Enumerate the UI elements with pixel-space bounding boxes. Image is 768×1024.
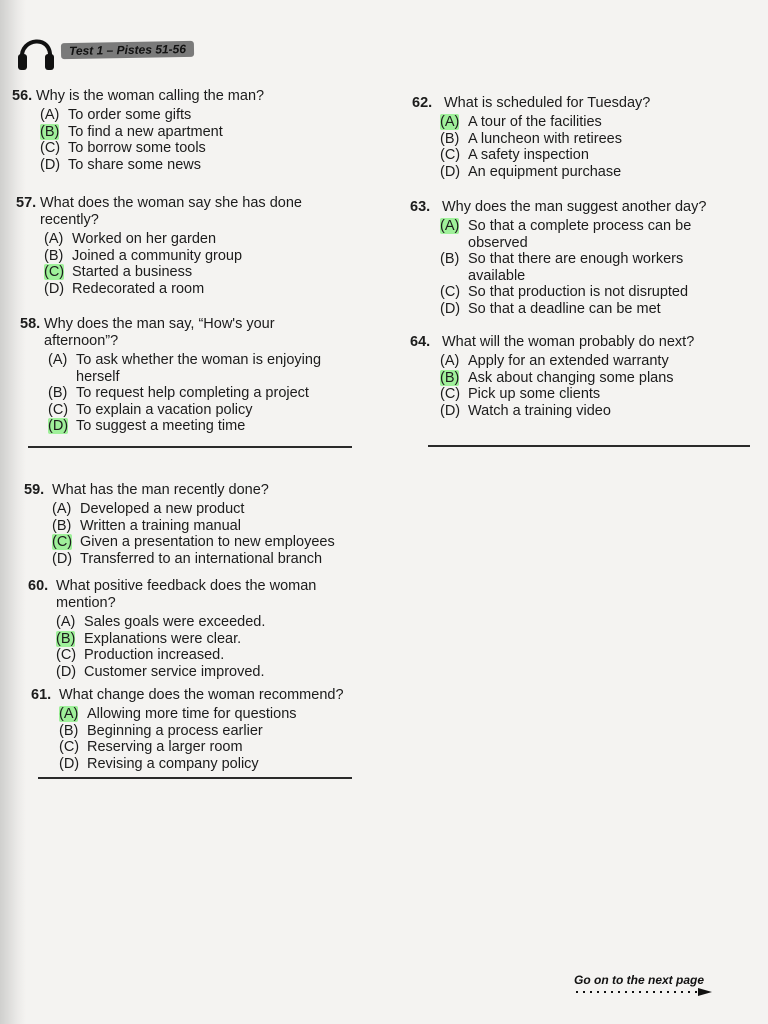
option-c: (C) A safety inspection <box>440 147 589 163</box>
option-d: (D) Transferred to an international branch <box>52 550 323 567</box>
question-text: What will the woman probably do next? <box>442 334 695 350</box>
option-b: (B) Beginning a process earlier <box>59 722 263 739</box>
question-58 <box>20 316 360 435</box>
question-56 <box>12 88 372 173</box>
next-page-label: Go on to the next page <box>574 973 705 987</box>
question-number: 64. <box>410 334 431 350</box>
question-text: What has the man recently done? <box>52 482 269 498</box>
option-d: (D) To share some news <box>40 156 201 173</box>
question-number: 61. <box>31 687 52 703</box>
question-62 <box>412 95 742 180</box>
option-d: (D) Redecorated a room <box>44 280 205 297</box>
option-c: (C) Production increased. <box>56 647 225 663</box>
option-b: (B) Joined a community group <box>44 247 243 264</box>
question-text: What positive feedback does the woman mention? <box>56 578 317 611</box>
option-c: (C) To explain a vacation policy <box>48 401 253 418</box>
answer-highlight: (C) <box>44 264 65 280</box>
question-number: 57. <box>16 195 37 211</box>
answer-highlight: (A) <box>440 218 460 234</box>
question-number: 56. <box>12 88 33 104</box>
option-a: (A) To order some gifts <box>40 107 192 123</box>
question-61 <box>31 687 371 772</box>
question-text: Why does the man suggest another day? <box>442 199 707 215</box>
option-c: (C) So that production is not disrupted <box>440 284 689 300</box>
option-d: (D) Watch a training video <box>440 402 611 419</box>
option-b: (B) A luncheon with retirees <box>440 130 622 147</box>
option-b: (B) Written a training manual <box>52 517 241 534</box>
option-b: (B) To request help completing a project <box>48 385 309 401</box>
question-text: What is scheduled for Tuesday? <box>444 95 651 111</box>
question-number: 60. <box>28 578 49 594</box>
option-a: (A) A tour of the facilities <box>440 114 602 130</box>
test-title: Test 1 – Pistes 51-56 <box>61 41 194 59</box>
answer-highlight: (C) <box>52 534 73 550</box>
option-a: (A) Apply for an extended warranty <box>440 353 669 369</box>
answer-highlight: (B) <box>440 369 460 386</box>
question-number: 59. <box>24 482 45 498</box>
option-a: (A) Developed a new product <box>52 501 245 517</box>
question-text: What change does the woman recommend? <box>59 687 344 703</box>
option-d: (D) Customer service improved. <box>56 663 265 680</box>
question-63 <box>410 199 740 317</box>
divider-line <box>38 777 352 779</box>
answer-highlight: (A) <box>440 114 460 130</box>
option-d: (D) So that a deadline can be met <box>440 300 661 317</box>
option-b: (B) To find a new apartment <box>40 123 223 140</box>
question-59 <box>24 482 364 567</box>
option-c: (C) Pick up some clients <box>440 386 601 402</box>
answer-highlight: (B) <box>40 123 60 140</box>
option-b: (B) Ask about changing some plans <box>440 369 674 386</box>
question-60 <box>28 578 348 680</box>
divider-line <box>28 446 352 448</box>
question-57 <box>16 195 346 297</box>
option-a: (A) So that a complete process can be observed <box>440 218 692 251</box>
question-64 <box>410 334 740 419</box>
question-number: 62. <box>412 95 433 111</box>
test-header <box>16 28 216 74</box>
option-a: (A) To ask whether the woman is enjoying herself <box>48 352 322 385</box>
option-a: (A) Worked on her garden <box>44 231 217 247</box>
option-b: (B) Explanations were clear. <box>56 630 242 647</box>
option-d: (D) To suggest a meeting time <box>48 418 246 434</box>
divider-line <box>428 445 750 447</box>
answer-highlight: (D) <box>48 418 69 434</box>
option-a: (A) Sales goals were exceeded. <box>56 614 266 630</box>
question-number: 58. <box>20 316 41 332</box>
option-c: (C) Reserving a larger room <box>59 739 243 755</box>
answer-highlight: (B) <box>56 630 76 647</box>
headphone-icon <box>16 28 56 72</box>
option-c: (C) To borrow some tools <box>40 140 206 156</box>
option-a: (A) Allowing more time for questions <box>59 706 297 722</box>
question-text: What does the woman say she has done recently? <box>40 195 302 228</box>
arrow-right-icon <box>574 987 714 997</box>
answer-highlight: (A) <box>59 706 79 722</box>
option-d: (D) Revising a company policy <box>59 755 259 772</box>
option-c: (C) Given a presentation to new employees <box>52 534 335 550</box>
question-text: Why is the woman calling the man? <box>36 88 265 104</box>
option-d: (D) An equipment purchase <box>440 163 622 180</box>
option-c: (C) Started a business <box>44 264 193 280</box>
option-b: (B) So that there are enough workers available <box>440 251 684 284</box>
question-text: Why does the man say, “How's your afternoon”? <box>44 316 275 349</box>
question-number: 63. <box>410 199 431 215</box>
